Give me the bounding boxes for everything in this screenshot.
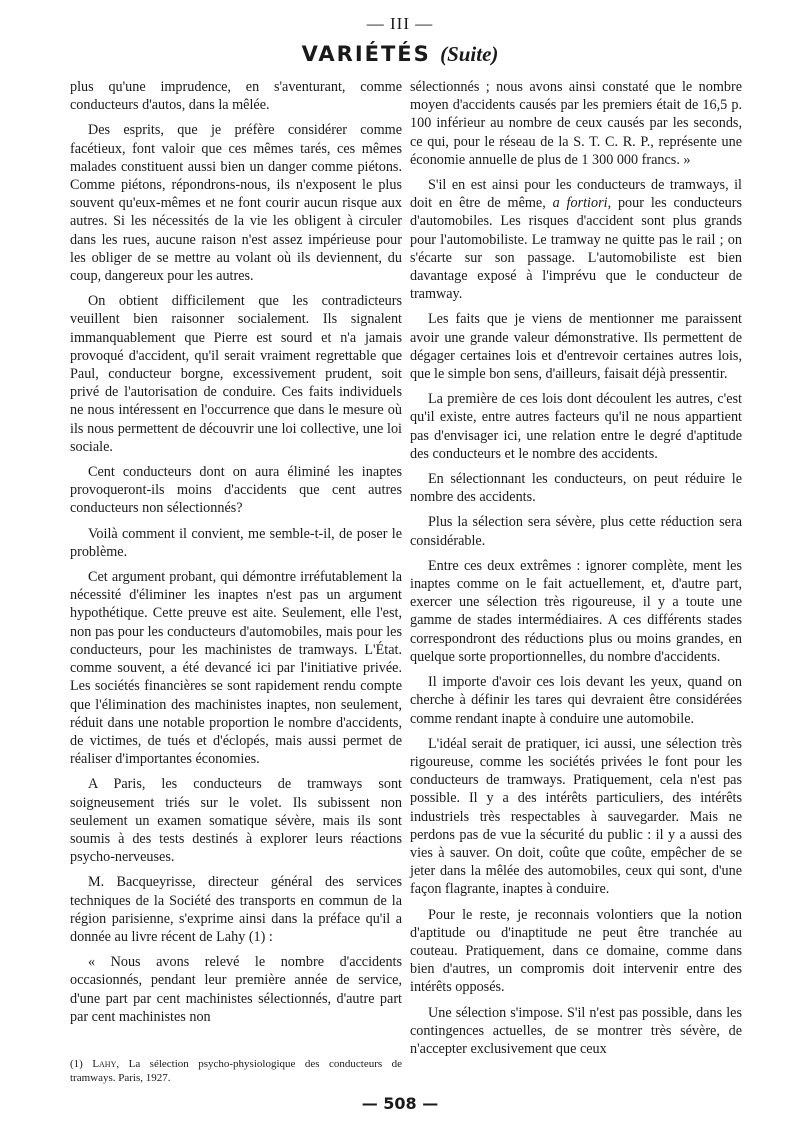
paragraph: Cent conducteurs dont on aura éliminé les inaptes provoqueront-ils moins d'accidents que cent autres conducteurs non sélectionnés?: [70, 464, 402, 517]
paragraph: La première de ces lois dont découlent les autres, c'est qu'il existe, entre autres facteurs qu'il ne nous appartient pas d'envisager ici, une relation entre le degré d'aptitude des conducteurs et le nombre des accidents.: [410, 391, 742, 462]
paragraph: Cet argument probant, qui démontre irréfutablement la nécessité d'éliminer les inaptes n'est pas un argument hypothétique. Cette preuve est aite. Seulement, elle l'est, non pas pour les conducteurs d'automobiles, mais pour les conducteurs, pour les machinistes de tramways. L'État. comme souvent, a été devancé ici par l'initiative privée. Les sociétés financières se sont rapidement rendu compte que l'élimination des machinistes inaptes, non seulement, réduit dans une notable proportion le nombre d'accidents, de victimes, de tués et d'éclopés, mais aussi permet de réaliser d'importantes économies.: [70, 569, 402, 768]
paragraph: M. Bacqueyrisse, directeur général des services techniques de la Société des transports en commun de la région parisienne, s'exprime ainsi dans la préface qu'il a donnée au livre récent de Lahy (1) :: [70, 874, 402, 945]
paragraph-text: , pour les conducteurs d'automobiles. Les risques d'accident sont plus grands pour l'automobiliste. Le tramway ne quitte pas le rail ; on s'écarte sur son passage. L'automobiliste est bien davantage exposé à l'imprévu que le conducteur de tramway.: [410, 195, 742, 303]
paragraph: Entre ces deux extrêmes : ignorer complète, ment les inaptes comme on le fait actuellement, et, d'autre part, exercer une sélection très rigoureuse, il y a toute une gamme de stades intermédiaires. A ces différents stades correspondront des réductions plus ou moins grandes, en quelque sorte proportionnelles, du nombre d'accidents.: [410, 557, 742, 665]
right-column: [410, 78, 742, 1065]
paragraph: On obtient difficilement que les contradicteurs veuillent bien raisonner socialement. Ils signalent immanquablement que Pierre est sourd et n'a jamais provoqué d'accident, qu'il serait vraiment regrettable que Paul, conducteur borgne, excessivement prudent, soit privé de l'autorisation de conduire. Ces faits individuels ne nous intéressent en l'occurrence que dans le mesure où ils nous permettent de découvrir une loi collective, une loi sociale.: [70, 293, 402, 455]
footnote-author: Lahy: [92, 1058, 117, 1070]
section-title-subtitle: (Suite): [440, 42, 499, 66]
paragraph: Il importe d'avoir ces lois devant les yeux, quand on cherche à définir les tares qui devraient être considérées comme rendant inapte à conduire une automobile.: [410, 674, 742, 727]
paragraph: Pour le reste, je reconnais volontiers que la notion d'aptitude ou d'inaptitude ne peut être tranchée au couteau. Pratiquement, dans ce domaine, comme dans bien d'autres, un compromis doit intervenir entre des intérêts opposés.: [410, 906, 742, 996]
footnote-number: (1): [70, 1058, 83, 1070]
paragraph: Plus la sélection sera sévère, plus cette réduction sera considérable.: [410, 514, 742, 549]
footnote: [70, 1057, 402, 1085]
paragraph: [410, 176, 742, 303]
section-title-main: VARIÉTÉS: [301, 42, 431, 66]
paragraph: sélectionnés ; nous avons ainsi constaté que le nombre moyen d'accidents causés par les premiers était de 16,5 p. 100 inférieur au nombre de ceux causés par les seconds, ce qui, pour le réseau de la S. T. C. R. P., représente une économie annuelle de plus de 1 300 000 francs. »: [410, 79, 742, 168]
paragraph: Les faits que je viens de mentionner me paraissent avoir une grande valeur démonstrative. Ils permettent de dégager certaines lois et d'entrevoir certaines autres lois, que le simple bon sens, d'ailleurs, faisait déjà pressentir.: [410, 311, 742, 383]
paragraph: Des esprits, que je préfère considérer comme facétieux, font valoir que ces mêmes tarés, ces mêmes malades constituent aussi bien un danger comme piétons. Comme piétons, répondrons-nous, ils n'exposent le plus souvent qu'eux-mêmes et ne font courir aucun risque aux autres. Si les nécessités de la vie les obligent à circuler dans les rues, aucune raison n'est assez impérieuse pour les obliger de se mettre au volant où ils deviennent, du coup, dangereux pour les autres.: [70, 122, 402, 285]
paragraph: L'idéal serait de pratiquer, ici aussi, une sélection très rigoureuse, comme les sociétés privées le font pour les conducteurs de tramways. Pratiquement, cela n'est pas possible. Il y a des intérêts particuliers, des intérêts industriels très respectables à sauvegarder. Mais ne perdons pas de vue la sécurité du public : il y a aussi des vies à sauver. On doit, coûte que coûte, empêcher de se jeter dans la mêlée des automobiles, ceux qui sont, d'une façon flagrante, inaptes à conduire.: [410, 735, 742, 898]
left-column: [70, 78, 402, 1033]
italic-term: a fortiori: [552, 195, 608, 212]
paragraph: plus qu'une imprudence, en s'aventurant, comme conducteurs d'autos, dans la mêlée.: [70, 79, 402, 114]
paragraph: A Paris, les conducteurs de tramways sont soigneusement triés sur le volet. Ils subissent non seulement un examen somatique sévère, mais ils sont soumis à des tests destinés à explorer leurs réactions psycho-nerveuses.: [70, 776, 402, 866]
section-title: [0, 42, 800, 67]
paragraph-text: S'il en est ainsi pour les conducteurs de tramways, il doit en être de même,: [410, 177, 742, 212]
paragraph: « Nous avons relevé le nombre d'accidents occasionnés, pendant leur première année de service, d'une part par cent machinistes sélectionnés, d'autre part par cent machinistes non: [70, 954, 402, 1025]
paragraph: Une sélection s'impose. S'il n'est pas possible, dans les contingences actuelles, de se montrer très sévère, de n'accepter exclusivement que ceux: [410, 1004, 742, 1057]
footnote-text: , La sélection psycho-physiologique des conducteurs de tramways. Paris, 1927.: [70, 1058, 402, 1084]
paragraph: En sélectionnant les conducteurs, on peut réduire le nombre des accidents.: [410, 471, 742, 506]
paragraph: Voilà comment il convient, me semble-t-il, de poser le problème.: [70, 525, 402, 560]
page-header-number: — III —: [366, 14, 434, 33]
page-footer-number: — 508 —: [361, 1094, 439, 1113]
